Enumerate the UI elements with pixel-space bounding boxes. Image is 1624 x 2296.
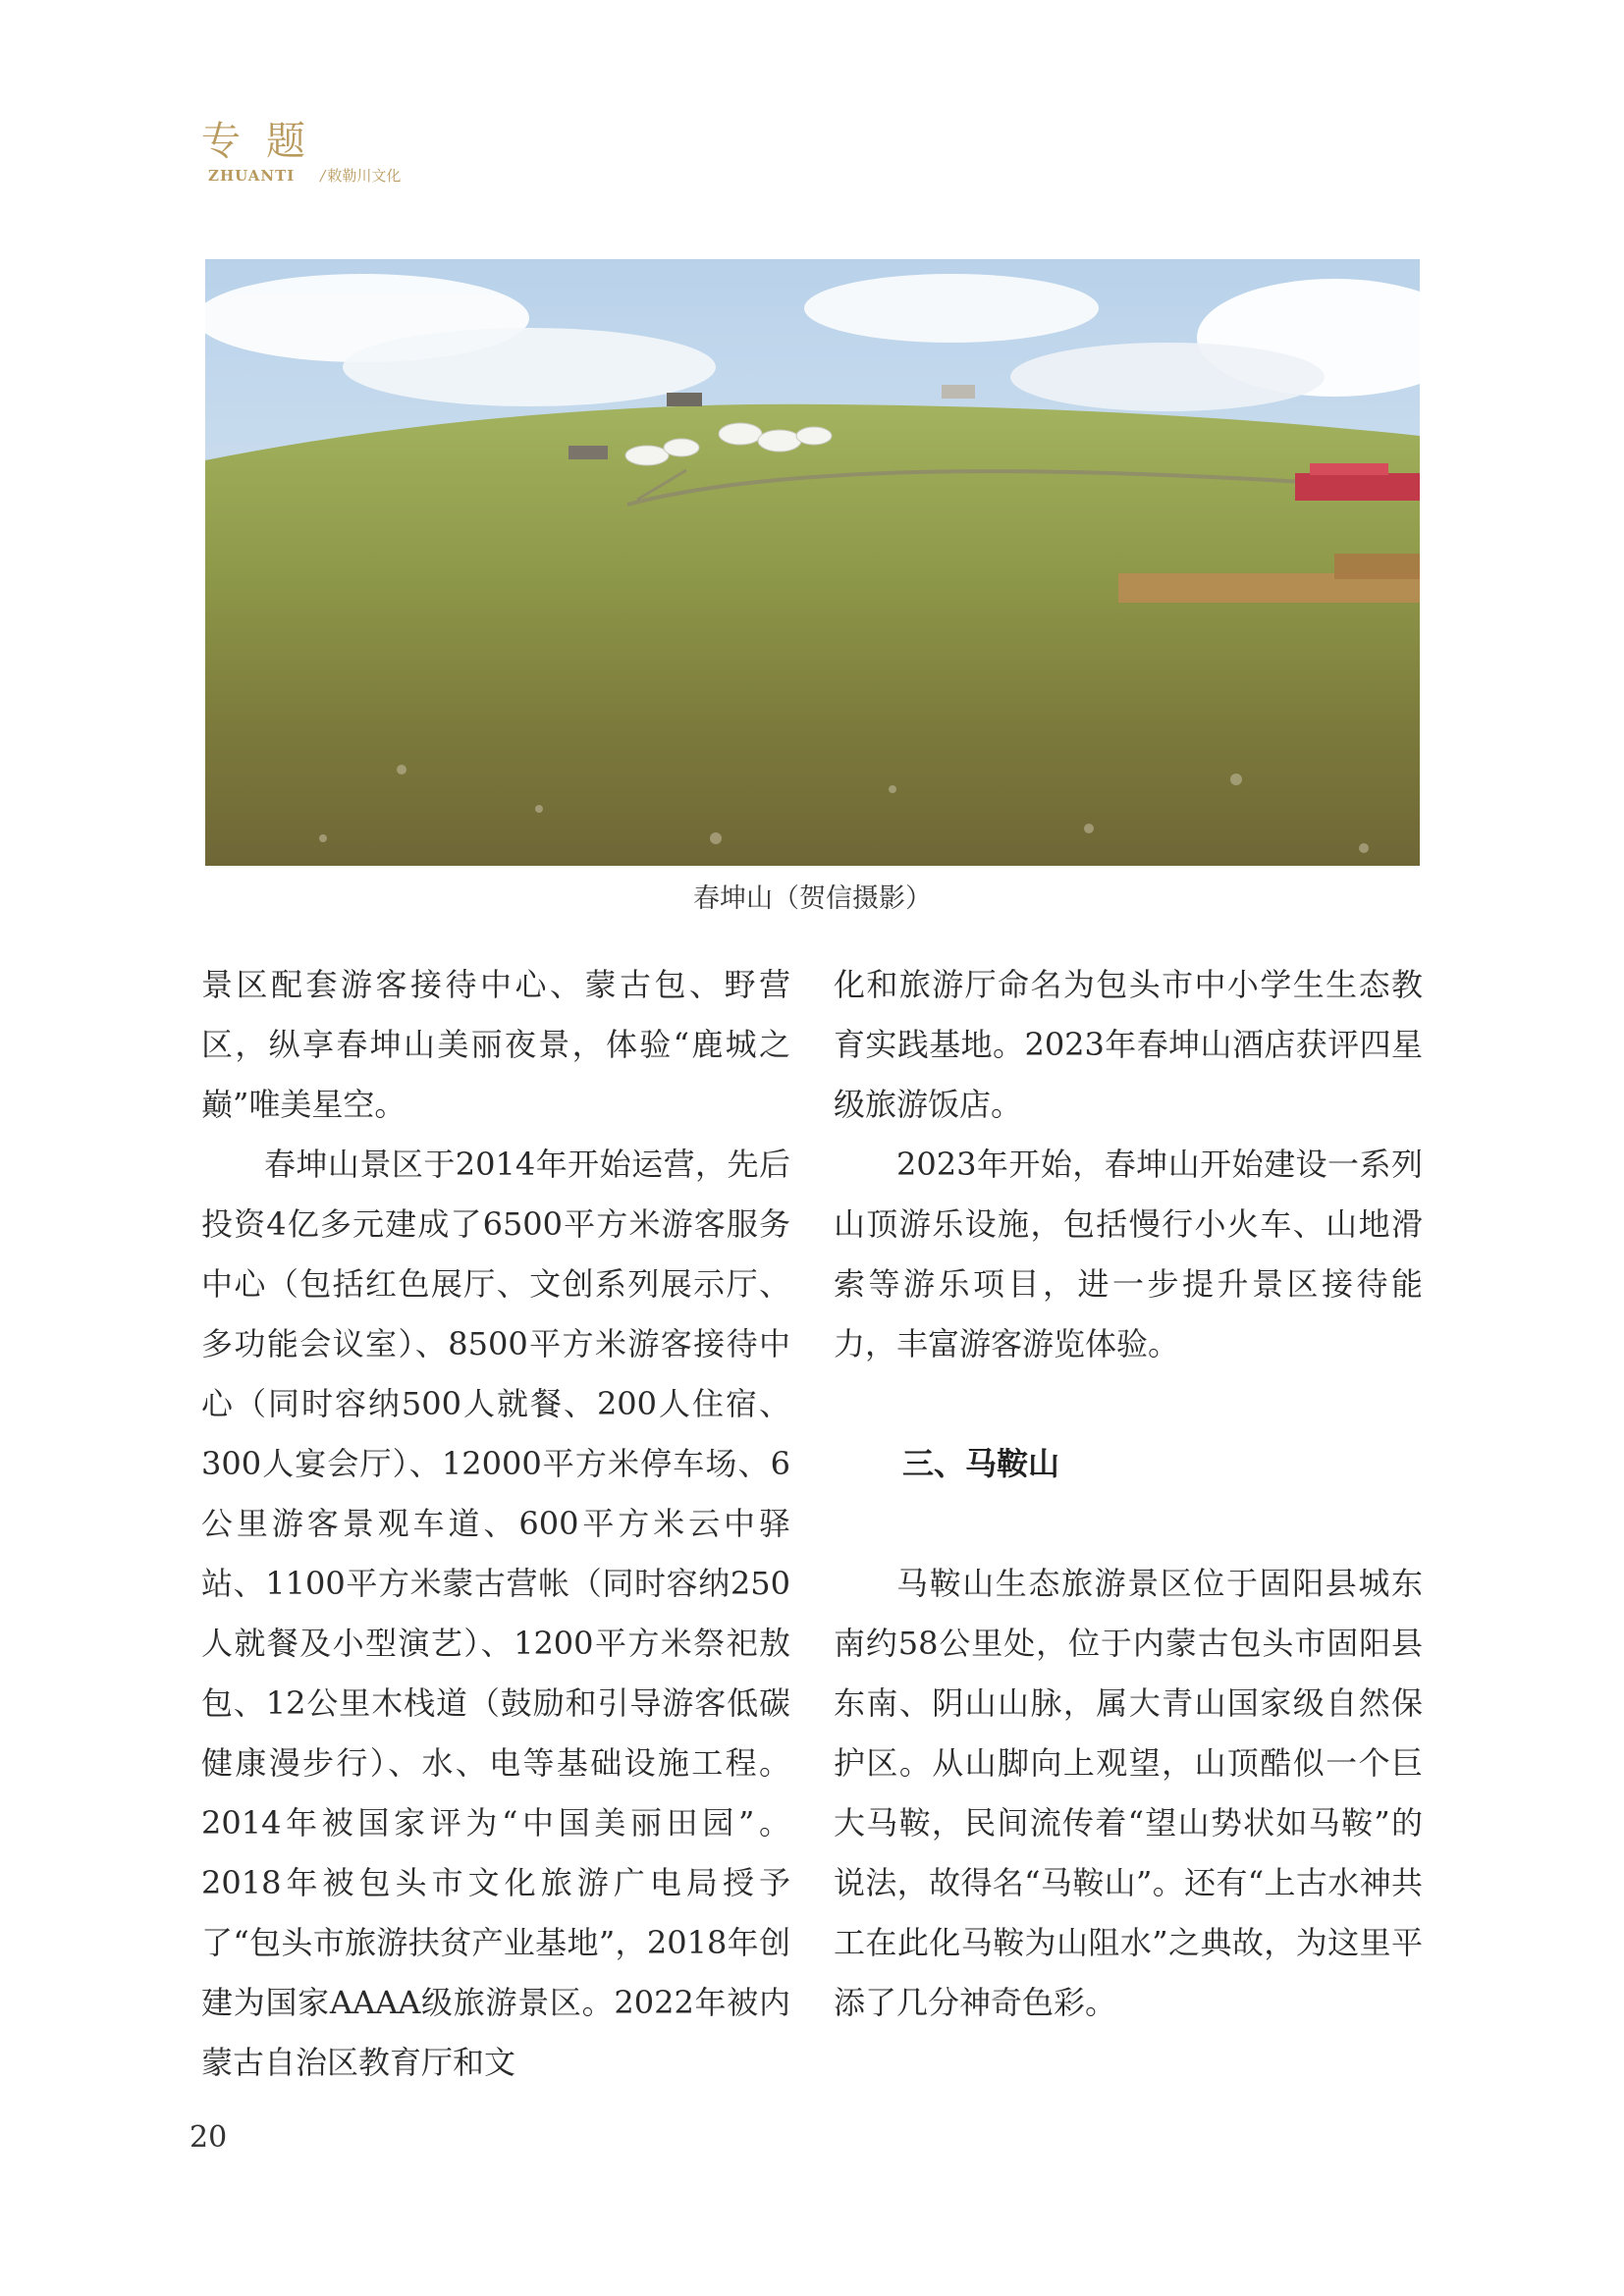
paragraph: 春坤山景区于2014年开始运营，先后投资4亿多元建成了6500平方米游客服务中心（包括红色展厅、文创系列展示厅、多功能会议室）、8500平方米游客接待中心（同时容纳500人就餐、200人住宿、300人宴会厅）、12000平方米停车场、6公里游客景观车道、600平方米云中驿站、1100平方米蒙古营帐（同时容纳250人就餐及小型演艺）、1200平方米祭祀敖包、12公里木栈道（鼓励和引导游客低碳健康漫步行）、水、电等基础设施工程。2014年被国家评为“中国美丽田园”。2018年被包头市文化旅游广电局授予了“包头市旅游扶贫产业基地”，2018年创建为国家AAAA级旅游景区。2022年被内蒙古自治区教育厅和文 [201,1146,790,2081]
section-title: 专题 [201,119,331,164]
subtitle-separator: / [320,167,326,185]
section-subtitle [208,165,401,186]
grassland-mountain-photo [205,259,1420,866]
section-category: 敕勒川文化 [327,167,402,185]
paragraph: 化和旅游厅命名为包头市中小学生生态教育实践基地。2023年春坤山酒店获评四星级旅游饭店。 [834,966,1423,1123]
photo-caption: 春坤山（贺信摄影） [693,883,932,914]
section-subtitle-en: ZHUANTI [208,167,296,185]
paragraph: 景区配套游客接待中心、蒙古包、野营区，纵享春坤山美丽夜景，体验“鹿城之巅”唯美星空。 [201,966,790,1123]
paragraph: 马鞍山生态旅游景区位于固阳县城东南约58公里处，位于内蒙古包头市固阳县东南、阴山山脉，属大青山国家级自然保护区。从山脚向上观望，山顶酷似一个巨大马鞍，民间流传着“望山势状如马鞍”的说法，故得名“马鞍山”。还有“上古水神共工在此化马鞍为山阻水”之典故，为这里平添了几分神奇色彩。 [834,1565,1423,2021]
page-number: 20 [189,2120,228,2155]
left-column [201,955,790,2093]
right-column [834,955,1423,2033]
paragraph: 2023年开始，春坤山开始建设一系列山顶游乐设施，包括慢行小火车、山地滑索等游乐项目，进一步提升景区接待能力，丰富游客游览体验。 [834,1146,1423,1362]
section-heading: 三、马鞍山 [902,1445,1060,1482]
